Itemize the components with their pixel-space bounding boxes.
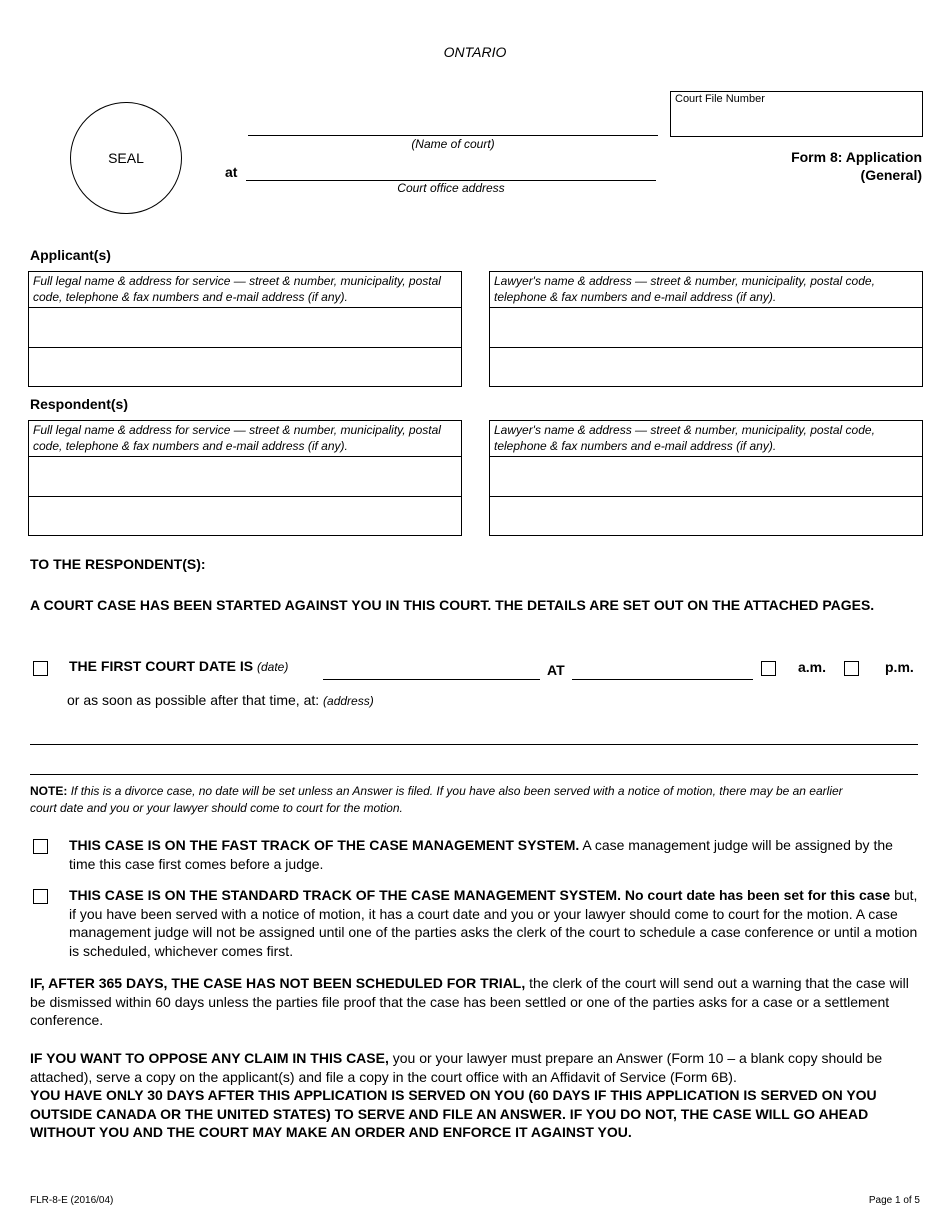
- or-soon-text: or as soon as possible after that time, at:: [67, 692, 320, 708]
- address-hint: (address): [323, 694, 374, 708]
- applicant-lawyer-line-2[interactable]: [490, 348, 922, 388]
- standard-track-text: but, if you have been served with a notice of motion, it has a court date and you or your lawyer should come to court for the motion. A case management judge will not be assigned until one of the parties asks the clerk of the court to schedule a case conference or until a motion is scheduled, whichever comes first.: [69, 887, 918, 959]
- days365-bold: IF, AFTER 365 DAYS, THE CASE HAS NOT BEEN SCHEDULED FOR TRIAL,: [30, 975, 526, 991]
- answer-warning: YOU HAVE ONLY 30 DAYS AFTER THIS APPLICATION IS SERVED ON YOU (60 DAYS IF THIS APPLICATION IS SERVED ON YOU OUTSIDE CANADA OR THE UNITED STATES) TO SERVE AND FILE AN ANSWER. IF YOU DO NOT, THE CASE WILL GO AHEAD WITHOUT YOU AND THE COURT MAY MAKE AN ORDER AND ENFORCE IT AGAINST YOU.: [30, 1087, 877, 1140]
- days365-text: the clerk of the court will send out a warning that the case will be dismissed within 60 days unless the parties file proof that the case has been settled or one of the parties asks for a case or a settlement conference.: [30, 975, 909, 1028]
- date-hint: (date): [256, 660, 289, 674]
- or-soon-group: [67, 692, 374, 708]
- respondents-heading: Respondent(s): [30, 396, 128, 412]
- oppose-text: you or your lawyer must prepare an Answer (Form 10 – a blank copy should be attached), serve a copy on the applicant(s) and file a copy in the court office with an Affidavit of Service (Form 6B).: [30, 1050, 883, 1085]
- note-paragraph: [30, 783, 850, 817]
- respondent-party-caption: Full legal name & address for service — street & number, municipality, postal code, telephone & fax numbers and e-mail address (if any).: [29, 421, 461, 457]
- respondent-lawyer-box: [489, 420, 923, 536]
- applicant-party-box: [28, 271, 462, 387]
- at-time-label: AT: [547, 662, 565, 678]
- respondent-lawyer-caption: Lawyer's name & address — street & number, municipality, postal code, telephone & fax numbers and e-mail address (if any).: [490, 421, 922, 457]
- am-checkbox[interactable]: [761, 661, 776, 676]
- form-title-line1: Form 8: Application: [791, 149, 922, 165]
- at-label: at: [225, 164, 238, 180]
- respondent-party-line-1[interactable]: [29, 457, 461, 497]
- fast-track-checkbox[interactable]: [33, 839, 48, 854]
- form-code: FLR-8-E (2016/04): [30, 1195, 114, 1206]
- court-date-field[interactable]: [323, 663, 540, 680]
- applicant-party-line-2[interactable]: [29, 348, 461, 388]
- court-time-field[interactable]: [572, 663, 753, 680]
- applicants-heading: Applicant(s): [30, 247, 111, 263]
- respondent-lawyer-line-2[interactable]: [490, 497, 922, 537]
- address-line-2[interactable]: [30, 755, 918, 775]
- court-file-number-label: Court File Number: [675, 93, 765, 105]
- oppose-bold: IF YOU WANT TO OPPOSE ANY CLAIM IN THIS CASE,: [30, 1050, 389, 1066]
- form-title: [791, 148, 922, 184]
- standard-track-paragraph: [69, 886, 919, 960]
- applicant-lawyer-box: [489, 271, 923, 387]
- oppose-paragraph: [30, 1049, 920, 1142]
- respondent-party-box: [28, 420, 462, 536]
- applicant-lawyer-line-1[interactable]: [490, 308, 922, 348]
- respondent-party-line-2[interactable]: [29, 497, 461, 537]
- court-seal: [70, 102, 182, 214]
- am-label: a.m.: [798, 659, 827, 675]
- to-respondents-heading: TO THE RESPONDENT(S):: [30, 556, 206, 572]
- standard-track-checkbox[interactable]: [33, 889, 48, 904]
- court-file-number-box[interactable]: [670, 91, 923, 137]
- court-office-caption: Court office address: [397, 181, 505, 195]
- case-started-text: A COURT CASE HAS BEEN STARTED AGAINST YOU IN THIS COURT. THE DETAILS ARE SET OUT ON THE ATTACHED PAGES.: [30, 597, 875, 613]
- fast-track-paragraph: [69, 836, 919, 873]
- fast-track-text: A case management judge will be assigned by the time this case first comes before a judge.: [69, 837, 893, 872]
- applicant-lawyer-caption: Lawyer's name & address — street & number, municipality, postal code, telephone & fax numbers and e-mail address (if any).: [490, 272, 922, 308]
- note-text: If this is a divorce case, no date will be set unless an Answer is filed. If you have also been served with a notice of motion, there may be an earlier court date and you or your lawyer should come to court for the motion.: [30, 784, 843, 815]
- province-heading: ONTARIO: [443, 44, 507, 60]
- days365-paragraph: [30, 974, 920, 1030]
- court-name-caption: (Name of court): [411, 137, 495, 151]
- seal-label: SEAL: [108, 150, 144, 166]
- first-court-date-label: THE FIRST COURT DATE IS: [69, 658, 254, 674]
- fast-track-bold: THIS CASE IS ON THE FAST TRACK OF THE CASE MANAGEMENT SYSTEM.: [69, 837, 580, 853]
- first-court-date-label-group: [69, 658, 288, 674]
- applicant-party-caption: Full legal name & address for service — street & number, municipality, postal code, telephone & fax numbers and e-mail address (if any).: [29, 272, 461, 308]
- court-office-address-field[interactable]: [246, 165, 656, 181]
- page-number: Page 1 of 5: [868, 1195, 920, 1206]
- pm-label: p.m.: [885, 659, 914, 675]
- court-name-field[interactable]: [248, 120, 658, 136]
- standard-track-bold: THIS CASE IS ON THE STANDARD TRACK OF THE CASE MANAGEMENT SYSTEM. No court date has been set for this case: [69, 887, 891, 903]
- address-line-1[interactable]: [30, 725, 918, 745]
- pm-checkbox[interactable]: [844, 661, 859, 676]
- respondent-lawyer-line-1[interactable]: [490, 457, 922, 497]
- first-court-date-checkbox[interactable]: [33, 661, 48, 676]
- note-label: NOTE:: [30, 784, 68, 798]
- form-title-line2: (General): [860, 167, 922, 183]
- applicant-party-line-1[interactable]: [29, 308, 461, 348]
